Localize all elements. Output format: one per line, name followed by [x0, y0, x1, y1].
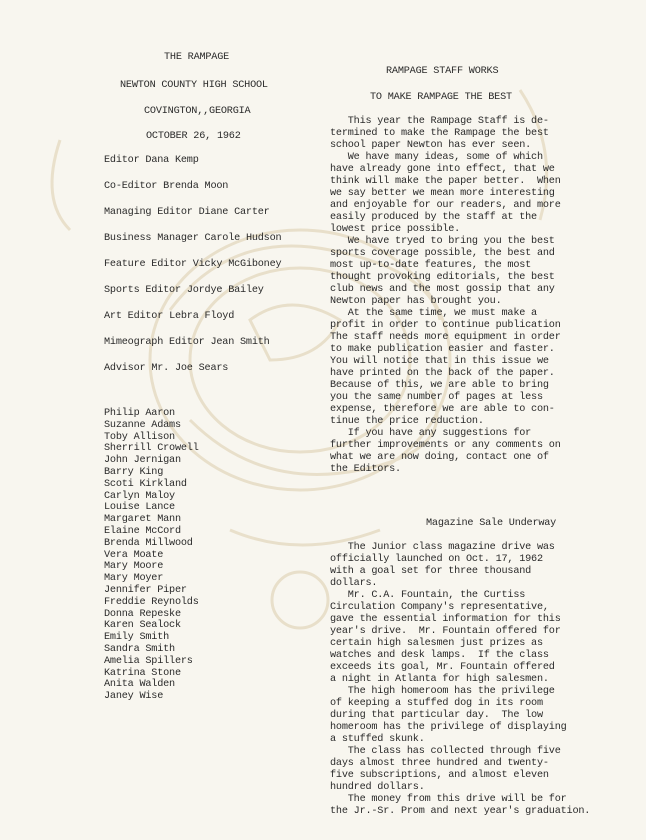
text-line: have printed on the back of the paper.: [330, 368, 555, 379]
staff-role: Mimeograph Editor: [104, 337, 205, 348]
text-line: easily produced by the staff at the: [330, 212, 537, 223]
article1-heading: RAMPAGE STAFF WORKS: [386, 66, 499, 77]
text-line: certain high salesmen just prizes as: [330, 638, 543, 649]
text-line: expense, therefore we are able to con-: [330, 404, 555, 415]
staff-member: Philip Aaron: [104, 408, 175, 419]
text-line: watches and desk lamps. If the class: [330, 650, 549, 661]
staff-member: Sandra Smith: [104, 643, 175, 655]
text-line: officially launched on Oct. 17, 1962: [330, 554, 543, 565]
staff-role: Co-Editor: [104, 181, 158, 192]
staff-member: Jennifer Piper: [104, 584, 187, 596]
text-line: Circulation Company's representative,: [330, 602, 549, 613]
staff-row: [104, 337, 270, 349]
masthead-school: NEWTON COUNTY HIGH SCHOOL: [120, 80, 268, 91]
text-line: profit in order to continue publication: [330, 320, 561, 331]
paragraph: [330, 542, 590, 590]
staff-member: Katrina Stone: [104, 667, 181, 679]
masthead-date: OCTOBER 26, 1962: [146, 131, 241, 142]
staff-member: Emily Smith: [104, 632, 170, 644]
paragraph: [330, 308, 561, 428]
text-line: five subscriptions, and almost eleven: [330, 770, 549, 781]
text-line: Newton paper has brought you.: [330, 296, 502, 307]
staff-member: Louise Lance: [104, 502, 175, 514]
text-line: The class has collected through five: [330, 746, 561, 757]
staff-row: [104, 363, 228, 375]
text-line: thought provoking editorials, the best: [330, 272, 555, 283]
text-line: The staff needs more equipment in order: [330, 332, 561, 343]
text-line: The money from this drive will be for: [330, 794, 567, 805]
staff-role: Sports Editor: [104, 285, 181, 296]
paragraph: [330, 428, 561, 476]
staff-name: Diane Carter: [198, 207, 270, 218]
article1-body: [330, 116, 561, 476]
text-line: gave the essential information for this: [330, 614, 561, 625]
staff-member: Brenda Millwood: [104, 537, 193, 549]
staff-member: Scoti Kirkland: [104, 478, 187, 490]
staff-name: Dana Kemp: [145, 155, 199, 166]
text-line: most up-to-date features, the most: [330, 260, 532, 271]
staff-row: [104, 233, 281, 245]
text-line: termined to make the Rampage the best: [330, 128, 549, 139]
text-line: You will notice that in this issue we: [330, 356, 549, 367]
staff-role: Editor: [104, 155, 140, 166]
staff-row: [104, 181, 228, 193]
staff-name: Brenda Moon: [163, 181, 229, 192]
staff-row: [104, 207, 270, 219]
text-line: to make publication easier and faster.: [330, 344, 555, 355]
text-line: think will make the paper better. When: [330, 176, 561, 187]
staff-role: Business Manager: [104, 233, 199, 244]
paragraph: [330, 236, 561, 308]
article1-subheading: TO MAKE RAMPAGE THE BEST: [370, 92, 512, 103]
staff-member: Vera Moate: [104, 549, 164, 561]
masthead-city: COVINGTON,,GEORGIA: [144, 106, 251, 117]
staff-name: Mr. Joe Sears: [151, 363, 229, 374]
text-line: This year the Rampage Staff is de-: [330, 116, 549, 127]
staff-member: Amelia Spillers: [104, 655, 193, 667]
text-line: dollars.: [330, 578, 378, 589]
text-line: the Jr.-Sr. Prom and next year's graduation.: [330, 806, 591, 817]
staff-member: Karen Sealock: [104, 620, 181, 632]
staff-member: Margaret Mann: [104, 514, 181, 526]
staff-row: [104, 259, 281, 271]
staff-member: Anita Walden: [104, 679, 175, 691]
staff-member: Sherrill Crowell: [104, 443, 199, 455]
staff-member: Janey Wise: [104, 691, 164, 703]
text-line: The Junior class magazine drive was: [330, 542, 555, 553]
staff-row: [104, 311, 234, 323]
paragraph: [330, 686, 590, 746]
text-line: lowest price possible.: [330, 224, 461, 235]
text-line: of keeping a stuffed dog in its room: [330, 698, 543, 709]
staff-name: Lebra Floyd: [169, 311, 235, 322]
staff-name: Jean Smith: [210, 337, 270, 348]
paragraph: [330, 590, 590, 686]
masthead-title: THE RAMPAGE: [164, 52, 230, 63]
text-line: tinue the price reduction.: [330, 416, 484, 427]
staff-row: [104, 155, 199, 167]
text-line: we say better we mean more interesting: [330, 188, 555, 199]
staff-member: Elaine McCord: [104, 525, 181, 537]
paragraph: [330, 116, 561, 152]
staff-role: Art Editor: [104, 311, 164, 322]
text-line: At the same time, we must make a: [330, 308, 537, 319]
text-line: The high homeroom has the privilege: [330, 686, 555, 697]
text-line: school paper Newton has ever seen.: [330, 140, 532, 151]
staff-name: Carole Hudson: [204, 233, 282, 244]
text-line: during that particular day. The low: [330, 710, 543, 721]
staff-member: Carlyn Maloy: [104, 490, 175, 502]
text-line: you the same number of pages at less: [330, 392, 543, 403]
text-line: club news and the most gossip that any: [330, 284, 555, 295]
paragraph: [330, 794, 590, 818]
text-line: with a goal set for three thousand: [330, 566, 532, 577]
staff-row: [104, 285, 264, 297]
text-line: have already gone into effect, that we: [330, 164, 555, 175]
text-line: exceeds its goal, Mr. Fountain offered: [330, 662, 555, 673]
text-line: sports coverage possible, the best and: [330, 248, 555, 259]
text-line: If you have any suggestions for: [330, 428, 532, 439]
staff-member: Suzanne Adams: [104, 419, 181, 431]
staff-name: Vicky McGiboney: [192, 259, 282, 270]
staff-name: Jordye Bailey: [186, 285, 264, 296]
text-line: Mr. C.A. Fountain, the Curtiss: [330, 590, 526, 601]
text-line: Because of this, we are able to bring: [330, 380, 549, 391]
staff-member: Toby Allison: [104, 431, 175, 443]
paragraph: [330, 152, 561, 236]
text-line: the Editors.: [330, 464, 401, 475]
text-line: We have tryed to bring you the best: [330, 236, 555, 247]
article2-body: [330, 542, 590, 818]
staff-member: Barry King: [104, 466, 164, 478]
paragraph: [330, 746, 590, 794]
text-line: and enjoyable for our readers, and more: [330, 200, 561, 211]
text-line: a night in Atlanta for high salesmen.: [330, 674, 549, 685]
staff-role: Managing Editor: [104, 207, 193, 218]
staff-member: John Jernigan: [104, 455, 181, 467]
staff-member: Mary Moore: [104, 561, 164, 573]
text-line: further improvements or any comments on: [330, 440, 561, 451]
text-line: a stuffed skunk.: [330, 734, 425, 745]
text-line: year's drive. Mr. Fountain offered for: [330, 626, 561, 637]
text-line: homeroom has the privilege of displaying: [330, 722, 567, 733]
member-list: [104, 408, 199, 703]
staff-role: Feature Editor: [104, 259, 187, 270]
staff-member: Freddie Reynolds: [104, 596, 199, 608]
text-line: days almost three hundred and twenty-: [330, 758, 549, 769]
staff-role: Advisor: [104, 363, 146, 374]
article2-heading: Magazine Sale Underway: [426, 518, 557, 529]
text-line: hundred dollars.: [330, 782, 425, 793]
text-line: what we are now doing, contact one of: [330, 452, 549, 463]
staff-member: Mary Moyer: [104, 573, 164, 585]
staff-member: Donna Repeske: [104, 608, 181, 620]
text-line: We have many ideas, some of which: [330, 152, 543, 163]
